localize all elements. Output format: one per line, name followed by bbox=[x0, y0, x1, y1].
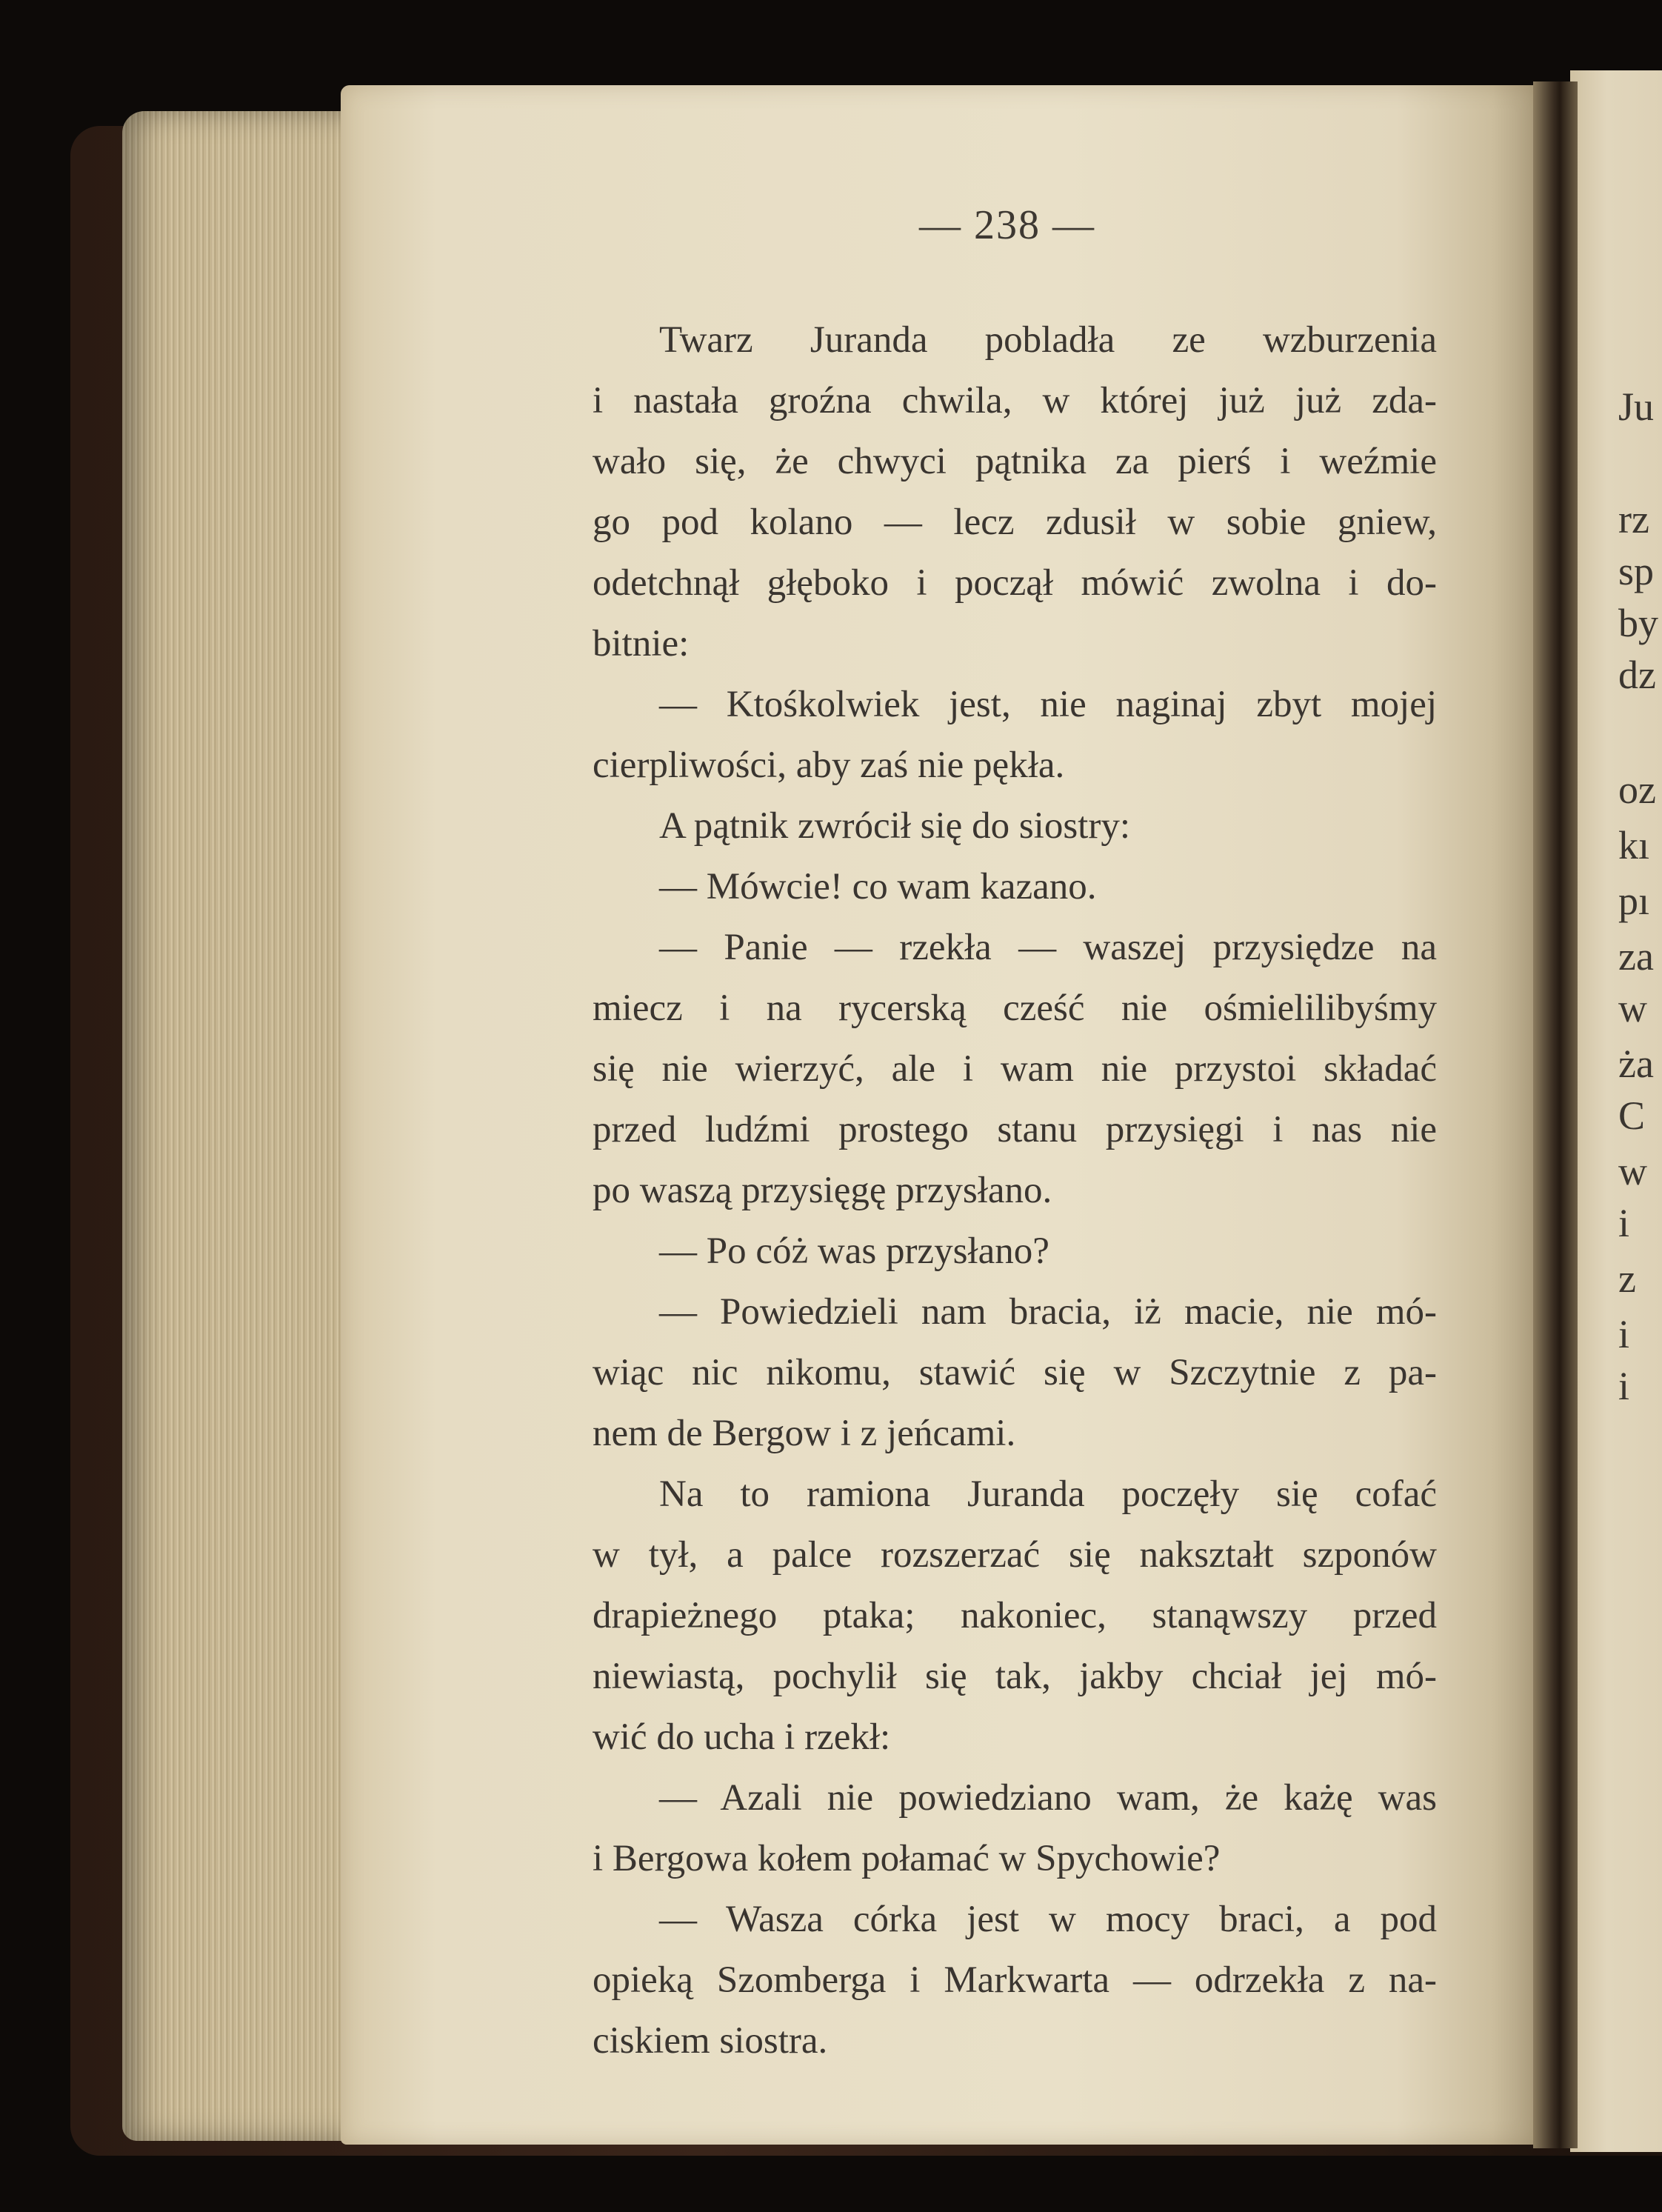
right-page-fragment: by bbox=[1618, 601, 1658, 645]
text-line: po waszą przysięgę przysłano. bbox=[593, 1170, 1052, 1211]
page-edges bbox=[122, 111, 374, 2141]
text-line: opieką Szomberga i Markwarta — odrzekła z na- bbox=[593, 1959, 1437, 2001]
text-line: cierpliwości, aby zaś nie pękła. bbox=[593, 744, 1065, 786]
page-body-text bbox=[593, 310, 1437, 2071]
text-line: bitnie: bbox=[593, 623, 690, 664]
text-line: wało się, że chwyci pątnika za pierś i weźmie bbox=[593, 441, 1437, 482]
right-page-fragment: i bbox=[1618, 1364, 1630, 1408]
right-page-fragment: oz bbox=[1618, 767, 1656, 812]
text-line: i nastała groźna chwila, w której już już zda- bbox=[593, 380, 1437, 422]
page-number: — 238 — bbox=[919, 202, 1095, 248]
right-page-fragment: za bbox=[1618, 934, 1654, 979]
text-line: w tył, a palce rozszerzać się nakształt szponów bbox=[593, 1534, 1437, 1576]
text-line: Twarz Juranda pobladła ze wzburzenia bbox=[659, 319, 1437, 361]
text-line: — Po cóż was przysłano? bbox=[659, 1230, 1049, 1272]
text-line: — Ktośkolwiek jest, nie naginaj zbyt mojej bbox=[659, 684, 1437, 725]
right-page-fragment: C bbox=[1618, 1093, 1646, 1138]
text-line: wić do ucha i rzekł: bbox=[593, 1716, 891, 1758]
text-line: ciskiem siostra. bbox=[593, 2020, 828, 2062]
right-page-fragment: z bbox=[1618, 1256, 1636, 1301]
text-line: się nie wierzyć, ale i wam nie przystoi składać bbox=[593, 1048, 1437, 1090]
right-page-fragment: i bbox=[1618, 1201, 1630, 1245]
text-line: — Panie — rzekła — waszej przysiędze na bbox=[659, 927, 1437, 968]
text-line: wiąc nic nikomu, stawić się w Szczytnie z pa- bbox=[593, 1352, 1437, 1393]
text-line: go pod kolano — lecz zdusił w sobie gniew, bbox=[593, 502, 1437, 543]
text-line: A pątnik zwrócił się do siostry: bbox=[659, 805, 1131, 847]
text-line: nem de Bergow i z jeńcami. bbox=[593, 1413, 1016, 1454]
right-page-fragment: kı bbox=[1618, 823, 1650, 867]
right-page-fragment: Ju bbox=[1618, 384, 1655, 429]
text-line: — Wasza córka jest w mocy braci, a pod bbox=[659, 1899, 1437, 1940]
right-page-fragment: pı bbox=[1618, 879, 1650, 923]
right-page-fragment: rz bbox=[1618, 497, 1649, 542]
text-line: — Mówcie! co wam kazano. bbox=[659, 866, 1097, 907]
text-line: drapieżnego ptaka; nakoniec, stanąwszy przed bbox=[593, 1595, 1437, 1636]
text-line: przed ludźmi prostego stanu przysięgi i nas nie bbox=[593, 1109, 1437, 1150]
right-page-fragment: i bbox=[1618, 1312, 1630, 1356]
text-line: — Azali nie powiedziano wam, że każę was bbox=[659, 1777, 1437, 1819]
book-gutter bbox=[1533, 81, 1578, 2148]
text-line: miecz i na rycerską cześć nie ośmielilibyśmy bbox=[593, 987, 1437, 1029]
right-page-fragment: sp bbox=[1618, 549, 1655, 593]
text-line: odetchnął głęboko i począł mówić zwolna i do- bbox=[593, 562, 1437, 604]
text-line: — Powiedzieli nam bracia, iż macie, nie mó- bbox=[659, 1291, 1437, 1333]
text-line: Na to ramiona Juranda poczęły się cofać bbox=[659, 1473, 1437, 1515]
text-line: i Bergowa kołem połamać w Spychowie? bbox=[593, 1838, 1221, 1879]
right-page-fragment: w bbox=[1618, 986, 1647, 1030]
text-line: niewiastą, pochylił się tak, jakby chciał jej mó- bbox=[593, 1656, 1437, 1697]
right-page-fragment: w bbox=[1618, 1149, 1647, 1193]
right-page-fragment: dz bbox=[1618, 653, 1656, 697]
right-page-fragment: ża bbox=[1618, 1042, 1654, 1086]
